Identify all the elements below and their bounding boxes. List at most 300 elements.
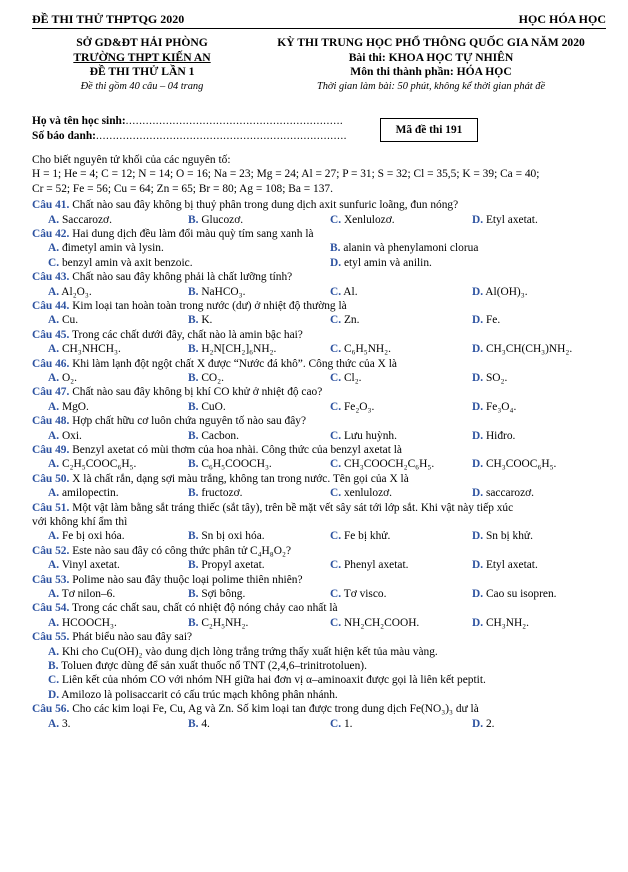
- option-letter: A.: [48, 285, 60, 298]
- question-stem: [32, 328, 612, 342]
- answer-option[interactable]: [472, 717, 494, 731]
- answer-option[interactable]: [48, 529, 125, 543]
- question: [32, 270, 612, 299]
- question-stem: [32, 472, 612, 486]
- option-letter: B.: [188, 429, 199, 442]
- option-text: MgO.: [61, 400, 89, 413]
- answer-option[interactable]: [188, 457, 272, 471]
- question: [32, 357, 612, 386]
- option-letter: D.: [472, 587, 484, 600]
- option-text: CH₃NH₂.: [485, 616, 530, 629]
- option-text: CH₃NHCH₃.: [61, 343, 121, 356]
- atomic-line-2: Cr = 52; Fe = 56; Cu = 64; Zn = 65; Br = 80; Ag = 108; Ba = 137.: [32, 182, 333, 195]
- option-letter: C.: [330, 429, 342, 442]
- answer-option[interactable]: [472, 486, 534, 500]
- option-text: Liên kết của nhóm CO với nhóm NH giữa hai đơn vị α–aminoaxit được gọi là liên kết peptit.: [61, 674, 486, 687]
- option-letter: D.: [472, 343, 484, 356]
- option-letter: D.: [472, 314, 484, 327]
- options-row: [32, 400, 612, 414]
- option-text: amilopectin.: [61, 487, 119, 500]
- answer-option[interactable]: [48, 587, 115, 601]
- options-row: [32, 616, 612, 630]
- question: [32, 702, 612, 731]
- option-letter: C.: [330, 400, 342, 413]
- question-text: Chất nào sau đây không bị khí CO khử ở nhiệt độ cao?: [72, 386, 323, 399]
- answer-option[interactable]: [330, 400, 374, 414]
- top-bar: [32, 10, 606, 29]
- option-text: Fe bị oxi hóa.: [61, 530, 125, 543]
- option-letter: B.: [188, 400, 199, 413]
- question-number: Câu 45.: [32, 328, 70, 341]
- option-text: CO₂.: [201, 372, 224, 384]
- option-letter: C.: [330, 530, 342, 543]
- option-letter: D.: [472, 372, 484, 384]
- exam-time: Thời gian làm bài: 50 phút, không kể thời gian phát đề: [316, 80, 546, 92]
- question: [32, 227, 612, 270]
- option-letter: B.: [188, 587, 199, 600]
- option-text: NH₂CH₂COOH.: [343, 616, 420, 629]
- option-letter: C.: [330, 343, 342, 356]
- option-letter: C.: [330, 458, 342, 471]
- options-row: [32, 587, 612, 601]
- option-letter: B.: [188, 559, 199, 572]
- answer-option[interactable]: [48, 429, 82, 443]
- option-letter: B.: [188, 458, 199, 471]
- option-text: Fe₃O₄.: [485, 400, 517, 413]
- answer-option[interactable]: [188, 213, 243, 227]
- option-letter: B.: [188, 487, 199, 500]
- option-text: Etyl axetat.: [485, 559, 538, 572]
- question: [32, 299, 612, 328]
- answer-option[interactable]: [188, 342, 276, 356]
- id-field[interactable]: ...........................................................................: [95, 130, 348, 142]
- answer-option[interactable]: [48, 486, 119, 500]
- answer-option[interactable]: [48, 616, 117, 630]
- options-line: [32, 659, 612, 673]
- answer-option[interactable]: [330, 342, 391, 356]
- option-text: Lưu huỳnh.: [343, 429, 397, 442]
- option-text: Fe.: [485, 314, 501, 327]
- option-letter: D.: [472, 616, 484, 629]
- option-text: alanin và phenylamoni clorua: [343, 242, 479, 255]
- option-text: C₂H₅NH₂.: [201, 616, 249, 629]
- answer-option[interactable]: [188, 371, 224, 385]
- option-letter: A.: [48, 372, 60, 384]
- option-text: SO₂.: [485, 372, 508, 384]
- option-text: Oxi.: [61, 429, 82, 442]
- answer-option[interactable]: [472, 342, 572, 356]
- question-number: Câu 42.: [32, 228, 70, 241]
- option-letter: A.: [48, 559, 60, 572]
- option-letter: C.: [330, 372, 342, 384]
- answer-option[interactable]: [330, 241, 478, 255]
- options-line: [32, 645, 612, 659]
- option-text: Cl₂.: [343, 372, 362, 384]
- options-row: [32, 213, 612, 227]
- exam-test: Bài thi: KHOA HỌC TỰ NHIÊN: [348, 50, 514, 64]
- option-text: Sợi bông.: [201, 587, 246, 600]
- answer-option[interactable]: [330, 371, 362, 385]
- option-letter: C.: [330, 213, 342, 226]
- option-letter: A.: [48, 314, 60, 327]
- option-text: K.: [201, 314, 213, 327]
- option-letter: D.: [472, 717, 484, 730]
- option-text: Cacbon.: [201, 429, 239, 442]
- answer-option[interactable]: [188, 529, 265, 543]
- answer-option[interactable]: [472, 285, 528, 299]
- options-row: [32, 558, 612, 572]
- options-row: [32, 241, 612, 255]
- option-letter: A.: [48, 458, 60, 471]
- top-right-title: HỌC HÓA HỌC: [518, 12, 606, 26]
- answer-option[interactable]: [188, 616, 248, 630]
- option-letter: B.: [330, 242, 341, 255]
- option-text: Sn bị oxi hóa.: [201, 530, 265, 543]
- option-text: Xenlulozơ.: [343, 213, 395, 226]
- answer-option[interactable]: [48, 400, 89, 414]
- answer-option[interactable]: [472, 400, 516, 414]
- question-number: Câu 43.: [32, 271, 70, 284]
- option-text: 4.: [201, 717, 210, 730]
- option-letter: D.: [472, 213, 484, 226]
- option-text: Cao su isopren.: [485, 587, 557, 600]
- option-letter: D.: [472, 400, 484, 413]
- option-text: Fe bị khử.: [343, 530, 391, 543]
- option-letter: B.: [188, 616, 199, 629]
- question-stem: [32, 501, 612, 515]
- question-number: Câu 52.: [32, 544, 70, 557]
- option-text: Tơ visco.: [343, 587, 387, 600]
- option-letter: D.: [472, 458, 484, 471]
- option-letter: B.: [188, 213, 199, 226]
- exam-title: KỲ THI TRUNG HỌC PHỔ THÔNG QUỐC GIA NĂM 2020: [277, 36, 585, 49]
- option-text: Sn bị khử.: [485, 530, 533, 543]
- exam-code-box: Mã đề thi 191: [380, 118, 478, 142]
- option-text: C₆H₅COOCH₃.: [201, 458, 272, 471]
- question-text: Trong các chất sau, chất có nhiệt độ nóng chảy cao nhất là: [72, 602, 338, 615]
- answer-option[interactable]: [330, 558, 408, 572]
- school-name: TRƯỜNG THPT KIẾN AN: [73, 50, 211, 64]
- option-text: C₂H₅COOC₆H₅.: [61, 458, 137, 471]
- question: [32, 501, 612, 544]
- question-text: Cho các kim loại Fe, Cu, Ag và Zn. Số kim loại tan được trong dung dịch Fe(NO₃)₃ dư là: [72, 703, 479, 716]
- option-text: etyl amin và anilin.: [343, 256, 432, 269]
- option-text: Vinyl axetat.: [61, 559, 120, 572]
- question-number: Câu 53.: [32, 573, 70, 586]
- option-text: Etyl axetat.: [485, 213, 538, 226]
- option-letter: A.: [48, 717, 60, 730]
- option-text: CH₃COOC₆H₅.: [485, 458, 557, 471]
- answer-option[interactable]: [48, 371, 77, 385]
- answer-option[interactable]: [472, 213, 538, 227]
- option-text: Hiđro.: [485, 429, 516, 442]
- question-number: Câu 46.: [32, 357, 70, 370]
- option-text: xenlulozơ.: [343, 487, 393, 500]
- option-text: CuO.: [201, 400, 226, 413]
- question-text: Phát biểu nào sau đây sai?: [72, 631, 193, 644]
- answer-option[interactable]: [188, 558, 265, 572]
- options-row: [32, 313, 612, 327]
- option-letter: B.: [48, 659, 59, 672]
- option-text: 3.: [61, 717, 71, 730]
- answer-option[interactable]: [330, 529, 390, 543]
- name-label: Họ và tên học sinh:: [32, 115, 126, 127]
- answer-option[interactable]: [48, 285, 92, 299]
- option-letter: A.: [48, 343, 60, 356]
- option-letter: A.: [48, 400, 60, 413]
- answer-option[interactable]: [330, 313, 359, 327]
- option-text: CH₃CH(CH₃)NH₂.: [485, 343, 573, 356]
- options-row: [32, 486, 612, 500]
- answer-option[interactable]: [330, 717, 352, 731]
- options-row: [32, 717, 612, 731]
- option-letter: A.: [48, 213, 60, 226]
- question-text: Chất nào sau đây không bị thuỷ phân trong dung dịch axit sunfuric loãng, đun nóng?: [72, 199, 459, 212]
- option-letter: D.: [472, 285, 484, 298]
- option-letter: C.: [330, 285, 342, 298]
- option-letter: A.: [48, 587, 60, 600]
- exam-content: [32, 153, 612, 731]
- option-letter: D.: [472, 559, 484, 572]
- options-line: [32, 688, 612, 702]
- answer-option[interactable]: [48, 342, 121, 356]
- exam-subject: Môn thi thành phần: HÓA HỌC: [350, 65, 512, 79]
- option-text: Amilozo là polisaccarit có cấu trúc mạch không phân nhánh.: [61, 688, 338, 701]
- option-text: Phenyl axetat.: [343, 559, 409, 572]
- student-info: [32, 114, 347, 144]
- option-letter: C.: [48, 256, 60, 269]
- option-text: H₂N[CH₂]₆NH₂.: [201, 343, 277, 356]
- answer-option[interactable]: [188, 400, 226, 414]
- answer-option[interactable]: [48, 313, 78, 327]
- answer-option[interactable]: [48, 646, 438, 658]
- question-stem: [32, 227, 612, 241]
- question-stem: [32, 270, 612, 284]
- question: [32, 601, 612, 630]
- question-text: Hợp chất hữu cơ luôn chứa nguyên tố nào sau đây?: [72, 415, 306, 428]
- option-letter: B.: [188, 717, 199, 730]
- option-text: Al₂O₃.: [61, 285, 92, 298]
- option-text: đimetyl amin và lysin.: [61, 242, 164, 255]
- options-row: [32, 342, 612, 356]
- option-letter: A.: [48, 429, 60, 442]
- question-text: Trong các chất dưới đây, chất nào là amin bậc hai?: [72, 328, 303, 341]
- answer-option[interactable]: [48, 558, 120, 572]
- answer-option[interactable]: [188, 429, 239, 443]
- id-label: Số báo danh:: [32, 130, 96, 142]
- option-text: Tơ nilon–6.: [61, 587, 116, 600]
- option-letter: C.: [48, 674, 60, 687]
- answer-option[interactable]: [48, 674, 486, 686]
- answer-option[interactable]: [472, 529, 533, 543]
- option-letter: A.: [48, 616, 60, 629]
- question-list: [32, 198, 612, 731]
- option-text: 1.: [343, 717, 353, 730]
- answer-option[interactable]: [188, 285, 245, 299]
- name-field[interactable]: .................................................................: [125, 115, 344, 127]
- header-right: [246, 36, 616, 94]
- question-stem: [32, 299, 612, 313]
- question-number: Câu 47.: [32, 386, 70, 399]
- option-letter: C.: [330, 487, 342, 500]
- option-text: Saccarozơ.: [61, 213, 112, 226]
- option-text: Glucozơ.: [201, 213, 244, 226]
- option-letter: B.: [188, 285, 199, 298]
- question-stem: [32, 544, 612, 558]
- options-row: [32, 371, 612, 385]
- answer-option[interactable]: [330, 587, 386, 601]
- answer-option[interactable]: [48, 256, 193, 270]
- question: [32, 472, 612, 501]
- question: [32, 328, 612, 357]
- question-stem: [32, 601, 612, 615]
- question-stem: [32, 702, 612, 716]
- question-text: X là chất rắn, dạng sợi màu trắng, không tan trong nước. Tên gọi của X là: [72, 472, 409, 485]
- option-letter: C.: [330, 587, 342, 600]
- answer-option[interactable]: [48, 457, 136, 471]
- question-stem: [32, 357, 612, 371]
- question-stem: [32, 630, 612, 644]
- answer-option[interactable]: [330, 429, 397, 443]
- option-text: O₂.: [61, 372, 77, 384]
- question-number: Câu 56.: [32, 703, 70, 716]
- question-text: Hai dung dịch đều làm đổi màu quỳ tím sang xanh là: [72, 228, 314, 241]
- exam-round: ĐỀ THI THỬ LẦN 1: [89, 65, 195, 79]
- option-letter: B.: [188, 314, 199, 327]
- exam-note: Đề thi gồm 40 câu – 04 trang: [80, 80, 204, 92]
- options-row: [32, 285, 612, 299]
- option-letter: A.: [48, 487, 60, 500]
- option-text: Zn.: [343, 314, 360, 327]
- option-letter: B.: [188, 372, 199, 384]
- option-text: HCOOCH₃.: [61, 616, 117, 629]
- options-row: [32, 457, 612, 471]
- answer-option[interactable]: [188, 717, 210, 731]
- option-letter: C.: [330, 616, 342, 629]
- question-number: Câu 44.: [32, 300, 70, 312]
- answer-option[interactable]: [472, 371, 507, 385]
- answer-option[interactable]: [472, 429, 515, 443]
- question-text-cont: với không khí ẩm thì: [32, 515, 128, 528]
- option-text: NaHCO₃.: [201, 285, 246, 298]
- question-stem: [32, 443, 612, 457]
- option-letter: D.: [48, 688, 60, 701]
- option-letter: B.: [188, 530, 199, 543]
- answer-option[interactable]: [472, 616, 529, 630]
- question-text: Khi làm lạnh đột ngột chất X được “Nước đá khô”. Công thức của X là: [72, 357, 397, 370]
- answer-option[interactable]: [330, 285, 358, 299]
- option-text: Al.: [343, 285, 358, 298]
- top-left-title: ĐỀ THI THỬ THPTQG 2020: [32, 12, 185, 26]
- answer-option[interactable]: [472, 558, 538, 572]
- answer-option[interactable]: [330, 457, 434, 471]
- option-text: Al(OH)₃.: [485, 285, 528, 298]
- answer-option[interactable]: [188, 486, 242, 500]
- question-text: Polime nào sau đây thuộc loại polime thiên nhiên?: [72, 573, 303, 586]
- atomic-line-1: H = 1; He = 4; C = 12; N = 14; O = 16; Na = 23; Mg = 24; Al = 27; P = 31; S = 32; Cl = 35,5; K = 39; Ca = 40;: [32, 168, 540, 181]
- atomic-intro: Cho biết nguyên tử khối của các nguyên tố:: [32, 154, 231, 166]
- answer-option[interactable]: [48, 689, 338, 701]
- question: [32, 414, 612, 443]
- dept-name: SỞ GD&ĐT HẢI PHÒNG: [76, 36, 208, 49]
- option-text: Khi cho Cu(OH)₂ vào dung dịch lòng trắng trứng thấy xuất hiện kết tủa màu vàng.: [61, 645, 438, 658]
- question-number: Câu 41.: [32, 199, 70, 212]
- options-line: [32, 673, 612, 687]
- question-stem: [32, 573, 612, 587]
- question: [32, 385, 612, 414]
- option-text: saccarozơ.: [485, 487, 535, 500]
- answer-option[interactable]: [188, 313, 212, 327]
- option-text: CH₃COOCH₂C₆H₅.: [343, 458, 435, 471]
- answer-option[interactable]: [330, 213, 395, 227]
- question-number: Câu 54.: [32, 602, 70, 615]
- options-row: [32, 256, 612, 270]
- question-number: Câu 55.: [32, 631, 70, 644]
- answer-option[interactable]: [48, 241, 164, 255]
- option-text: Propyl axetat.: [201, 559, 265, 572]
- option-text: 2.: [485, 717, 495, 730]
- answer-option[interactable]: [330, 486, 392, 500]
- option-letter: B.: [188, 343, 199, 356]
- question-text: Chất nào sau đây không phải là chất lưỡng tính?: [72, 271, 293, 284]
- question-number: Câu 48.: [32, 415, 70, 428]
- answer-option[interactable]: [472, 313, 500, 327]
- option-letter: A.: [48, 645, 60, 658]
- question-text: Este nào sau đây có công thức phân tử C₄H₈O₂?: [72, 544, 292, 557]
- option-text: Toluen được dùng để sản xuất thuốc nổ TNT (2,4,6–trinitrotoluen).: [61, 659, 367, 672]
- answer-option[interactable]: [188, 587, 245, 601]
- option-letter: A.: [48, 242, 60, 255]
- option-text: benzyl amin và axit benzoic.: [61, 256, 193, 269]
- question-stem: [32, 385, 612, 399]
- answer-option[interactable]: [48, 717, 70, 731]
- option-letter: D.: [472, 487, 484, 500]
- option-letter: C.: [330, 314, 342, 327]
- option-text: Fe₂O₃.: [343, 400, 375, 413]
- option-letter: C.: [330, 717, 342, 730]
- question-number: Câu 49.: [32, 443, 70, 456]
- answer-option[interactable]: [48, 213, 112, 227]
- answer-option[interactable]: [330, 616, 419, 630]
- question: [32, 443, 612, 472]
- question: [32, 630, 612, 702]
- answer-option[interactable]: [48, 660, 367, 672]
- header-left: [32, 36, 252, 94]
- question-number: Câu 51.: [32, 501, 70, 514]
- options-row: [32, 429, 612, 443]
- option-letter: D.: [330, 256, 342, 269]
- question: [32, 198, 612, 227]
- answer-option[interactable]: [472, 457, 556, 471]
- answer-option[interactable]: [472, 587, 557, 601]
- option-text: Cu.: [61, 314, 79, 327]
- option-letter: A.: [48, 530, 60, 543]
- question: [32, 544, 612, 573]
- question-number: Câu 50.: [32, 472, 70, 485]
- option-text: fructozơ.: [201, 487, 243, 500]
- option-letter: D.: [472, 429, 484, 442]
- question-text: Benzyl axetat có mùi thơm của hoa nhài. Công thức của benzyl axetat là: [72, 443, 402, 456]
- question-text: Kim loại tan hoàn toàn trong nước (dư) ở nhiệt độ thường là: [72, 300, 347, 312]
- option-letter: C.: [330, 559, 342, 572]
- option-letter: D.: [472, 530, 484, 543]
- question-stem: [32, 414, 612, 428]
- question: [32, 573, 612, 602]
- answer-option[interactable]: [330, 256, 432, 270]
- question-text: Một vật làm bằng sắt tráng thiếc (sắt tây), trên bề mặt vết sây sát tới lớp sắt. Khi vật này tiếp xúc: [72, 501, 514, 514]
- option-text: C₆H₅NH₂.: [343, 343, 391, 356]
- question-stem: [32, 198, 612, 212]
